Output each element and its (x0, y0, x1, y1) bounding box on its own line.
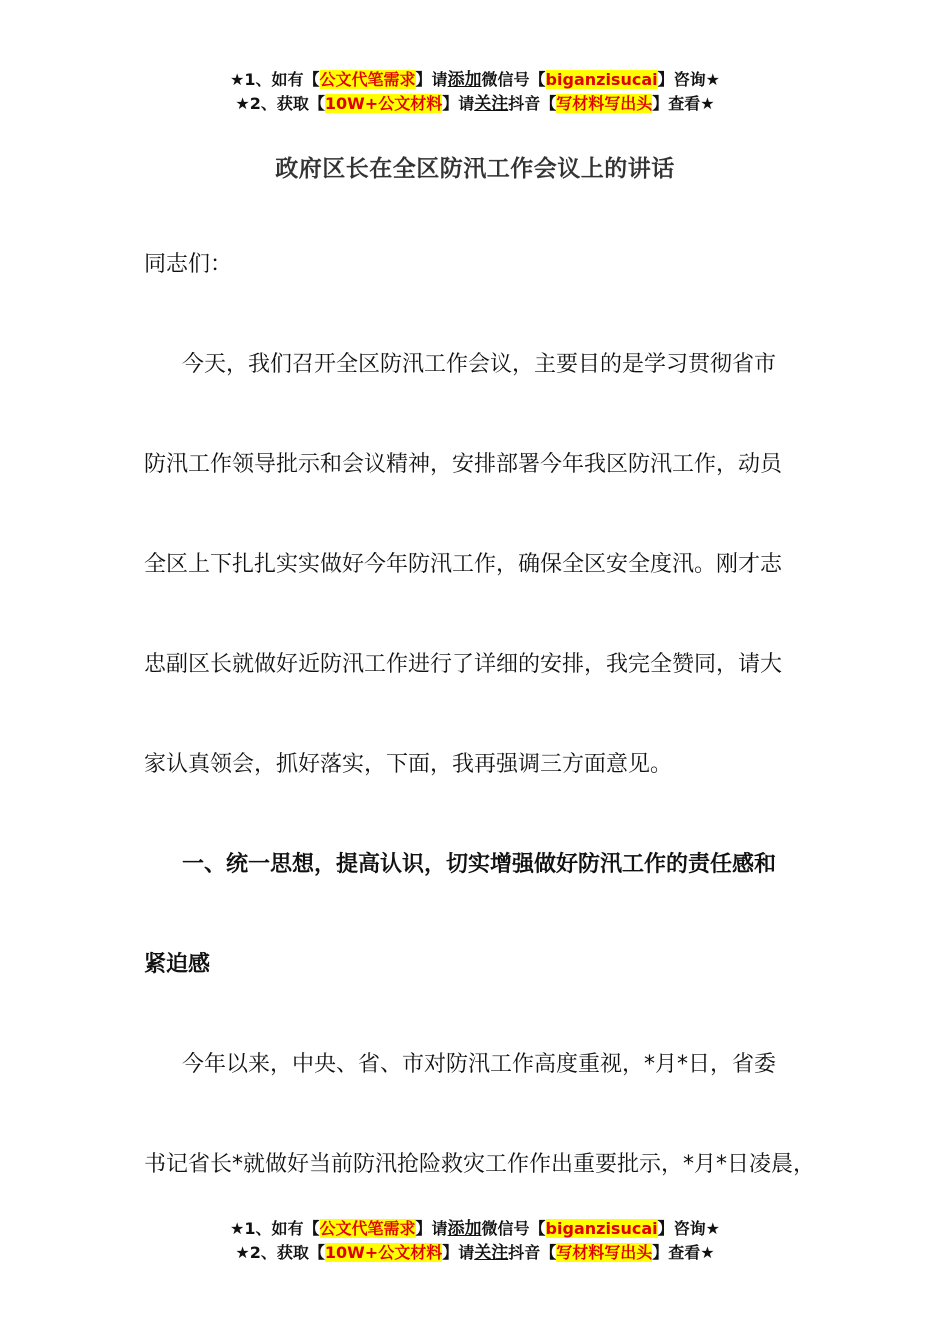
banner-text: 】查看★ (652, 1243, 715, 1262)
footer-banner (0, 1217, 950, 1265)
banner-line-2 (0, 1241, 950, 1265)
body-line: 防汛工作领导批示和会议精神，安排部署今年我区防汛工作，动员 (144, 452, 783, 477)
body-line: 家认真领会，抓好落实，下面，我再强调三方面意见。 (144, 752, 673, 777)
body-line: 今年以来，中央、省、市对防汛工作高度重视，*月*日，省委 (182, 1052, 777, 1077)
banner-underline: 添加 (447, 70, 482, 90)
body-line: 书记省长*就做好当前防汛抢险救灾工作作出重要批示，*月*日凌晨， (144, 1152, 816, 1177)
body-line: 忠副区长就做好近防汛工作进行了详细的安排，我完全赞同，请大 (144, 652, 783, 677)
banner-text: ★1、如有【 (230, 1219, 320, 1238)
document-body (144, 215, 824, 1215)
body-line: 今天，我们召开全区防汛工作会议，主要目的是学习贯彻省市 (182, 352, 777, 377)
banner-text: ★2、获取【 (235, 1243, 325, 1262)
banner-highlight: 公文代笔需求 (319, 70, 416, 89)
banner-text: ★2、获取【 (235, 94, 325, 113)
banner-text: 】请 (442, 1243, 475, 1262)
section-heading: 一、统一思想，提高认识，切实增强做好防汛工作的责任感和 (182, 852, 777, 877)
banner-highlight: 公文代笔需求 (319, 1219, 416, 1238)
banner-text: 】请 (415, 1219, 448, 1238)
banner-underline: 关注 (474, 1243, 509, 1263)
banner-text: ★1、如有【 (230, 70, 320, 89)
banner-highlight: 10W+公文材料 (324, 1243, 443, 1262)
banner-line-1 (0, 68, 950, 92)
banner-douyin-id: 写材料写出头 (556, 1243, 653, 1262)
banner-line-2 (0, 92, 950, 116)
banner-text: 抖音【 (508, 94, 557, 113)
banner-text: 微信号【 (481, 1219, 546, 1238)
banner-text: 微信号【 (481, 70, 546, 89)
banner-underline: 添加 (447, 1219, 482, 1239)
body-line: 全区上下扎扎实实做好今年防汛工作，确保全区安全度汛。刚才志 (144, 552, 783, 577)
banner-underline: 关注 (474, 94, 509, 114)
banner-text: 抖音【 (508, 1243, 557, 1262)
banner-text: 】咨询★ (657, 70, 720, 89)
banner-wechat-id: biganzisucai (545, 1219, 658, 1238)
greeting: 同志们： (144, 252, 233, 277)
banner-text: 】请 (415, 70, 448, 89)
banner-douyin-id: 写材料写出头 (556, 94, 653, 113)
section-heading: 紧迫感 (144, 952, 211, 977)
header-banner (0, 68, 950, 116)
banner-line-1 (0, 1217, 950, 1241)
document-title: 政府区长在全区防汛工作会议上的讲话 (275, 156, 675, 182)
banner-text: 】咨询★ (657, 1219, 720, 1238)
banner-text: 】请 (442, 94, 475, 113)
banner-text: 】查看★ (652, 94, 715, 113)
banner-wechat-id: biganzisucai (545, 70, 658, 89)
banner-highlight: 10W+公文材料 (324, 94, 443, 113)
